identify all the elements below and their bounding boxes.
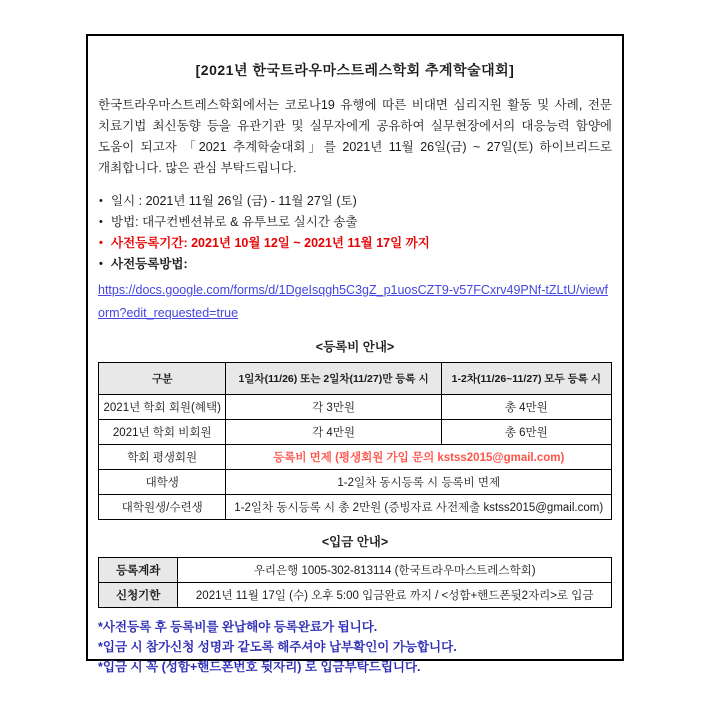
bullet-icon: •	[99, 216, 103, 228]
table-row	[99, 495, 612, 520]
fee-cell-category: 대학원생/수련생	[99, 495, 226, 520]
fee-cell-undergrad: 1-2일차 동시등록 시 등록비 면제	[226, 470, 612, 495]
fee-cell-category: 학회 평생회원	[99, 445, 226, 470]
fee-cell-single: 각 3만원	[226, 395, 441, 420]
intro-paragraph: 한국트라우마스트레스학회에서는 코로나19 유행에 따른 비대면 심리지원 활동 및 사례, 전문 치료기법 최신동향 등을 유관기관 및 실무자에게 공유하여 실무현장에서의 대응능력 함양에 도움이 되고자 「2021 추계학술대회」를 2021년 11월 26일(금) ~ 27일(토) 하이브리드로 개최합니다. 많은 관심 부탁드립니다.	[98, 98, 612, 175]
fee-column-header-category: 구분	[99, 363, 226, 395]
bullet-icon: •	[99, 195, 103, 207]
table-row	[99, 583, 612, 608]
payment-section-heading: <입금 안내>	[321, 535, 389, 549]
list-item-method	[98, 212, 612, 233]
note-line: *사전등록 후 등록비를 완납해야 등록완료가 됩니다.	[98, 620, 378, 634]
bullet-icon: •	[99, 237, 103, 249]
fee-cell-category: 대학생	[99, 470, 226, 495]
fee-cell-both: 총 6만원	[441, 420, 611, 445]
note-line: *입금 시 꼭 (성함+핸드폰번호 뒷자리) 로 입금부탁드립니다.	[98, 660, 421, 674]
fee-table	[98, 362, 612, 520]
list-item-date	[98, 191, 612, 212]
notice-border-box	[86, 34, 624, 674]
payment-label-deadline: 신청기한	[99, 583, 178, 608]
fee-cell-lifetime-exemption: 등록비 면제 (평생회원 가입 문의 kstss2015@gmail.com)	[226, 445, 612, 470]
payment-value-account: 우리은행 1005-302-813114 (한국트라우마스트레스학회)	[178, 558, 612, 583]
payment-table	[98, 557, 612, 608]
list-item-preregistration-period	[98, 233, 612, 254]
fee-cell-category: 2021년 학회 회원(혜택)	[99, 395, 226, 420]
payment-value-deadline: 2021년 11월 17일 (수) 오후 5:00 입금완료 까지 / <성함+핸드폰뒷2자리>로 입금	[178, 583, 612, 608]
note-line: *입금 시 참가신청 성명과 같도록 해주셔야 납부확인이 가능합니다.	[98, 640, 457, 654]
table-row	[99, 395, 612, 420]
fee-column-header-single-day: 1일차(11/26) 또는 2일차(11/27)만 등록 시	[226, 363, 441, 395]
fee-table-header-row	[99, 363, 612, 395]
table-row	[99, 420, 612, 445]
fee-column-header-both-days: 1-2차(11/26~11/27) 모두 등록 시	[441, 363, 611, 395]
info-list	[98, 191, 612, 275]
page-title: [2021년 한국트라우마스트레스학회 추계학술대회]	[195, 62, 515, 78]
table-row	[99, 445, 612, 470]
fee-cell-both: 총 4만원	[441, 395, 611, 420]
registration-form-link[interactable]: https://docs.google.com/forms/d/1DgeIsqgh5C3gZ_p1uosCZT9-v57FCxrv49PNf-tZLtU/viewform?edit_requested=true	[98, 283, 608, 320]
list-item-label: 일시 : 2021년 11월 26일 (금) - 11월 27일 (토)	[111, 194, 357, 208]
table-row	[99, 470, 612, 495]
list-item-label: 사전등록방법:	[111, 257, 188, 271]
fee-section-heading: <등록비 안내>	[315, 340, 395, 354]
list-item-label: 사전등록기간: 2021년 10월 12일 ~ 2021년 11월 17일 까지	[111, 236, 430, 250]
list-item-preregistration-how	[98, 254, 612, 275]
fee-cell-category: 2021년 학회 비회원	[99, 420, 226, 445]
payment-label-account: 등록계좌	[99, 558, 178, 583]
footer-notes	[98, 617, 612, 677]
fee-cell-gradstudent: 1-2일차 동시등록 시 총 2만원 (증빙자료 사전제출 kstss2015@gmail.com)	[226, 495, 612, 520]
fee-cell-single: 각 4만원	[226, 420, 441, 445]
table-row	[99, 558, 612, 583]
list-item-label: 방법: 대구컨벤션뷰로 & 유투브로 실시간 송출	[111, 215, 358, 229]
bullet-icon: •	[99, 258, 103, 270]
